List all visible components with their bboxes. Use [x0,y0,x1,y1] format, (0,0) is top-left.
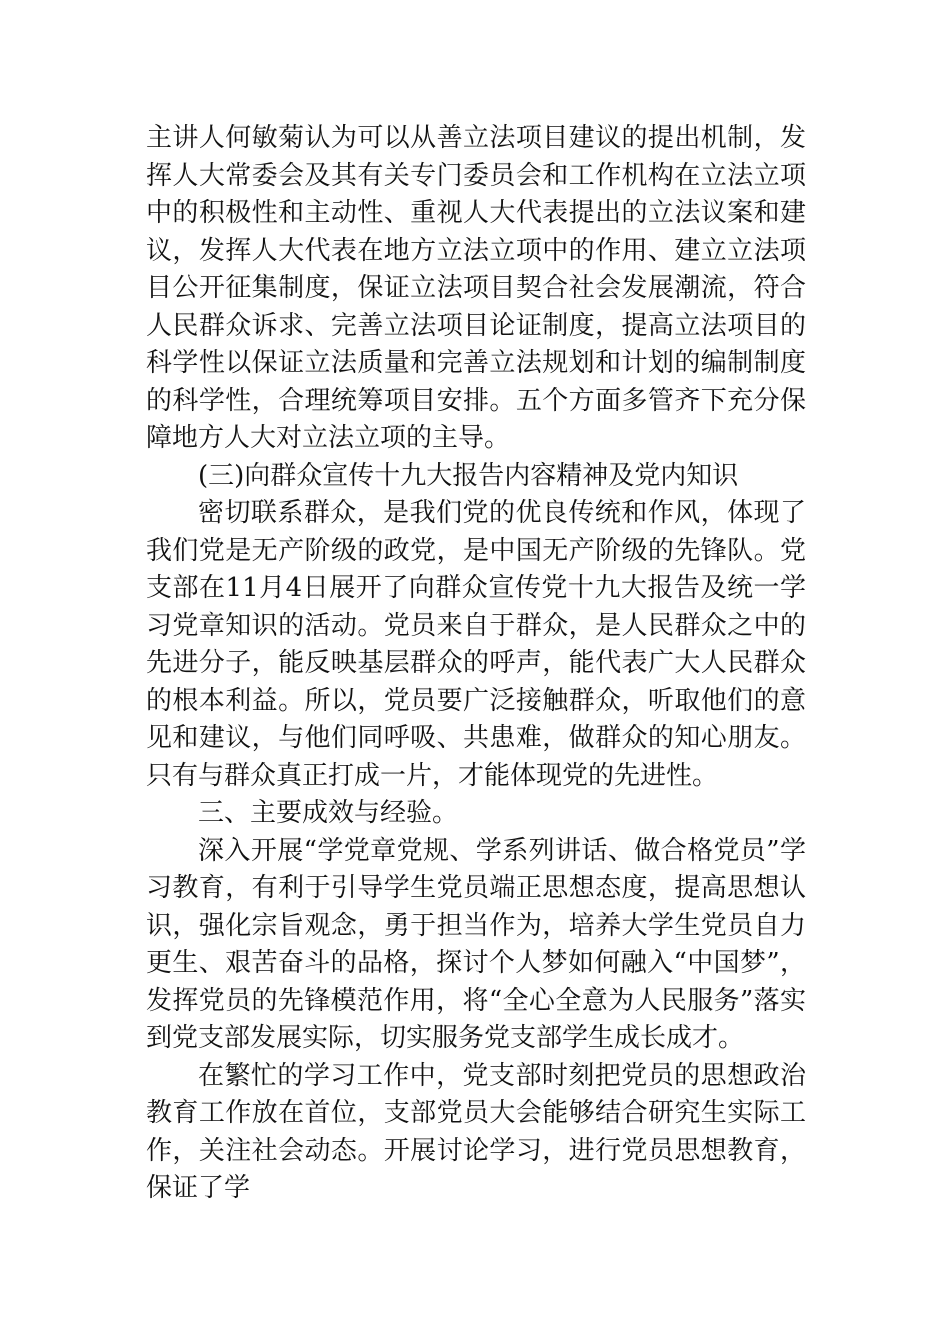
section-heading-publicity: (三)向群众宣传十九大报告内容精神及党内知识 [198,460,739,491]
paragraph-education: 深入开展“学党章党规、学系列讲话、做合格党员”学习教育，有利于引导学生党员端正思想态度，提高思想认识，强化宗旨观念，勇于担当作为，培养大学生党员自力更生、艰苦奋斗的品格，探讨个人梦如何融入“中国梦”，发挥党员的先锋模范作用，将“全心全意为人民服务”落实到党支部发展实际，切实服务党支部学生成长成才。 [146,835,806,1053]
document-page [146,120,806,1208]
paragraph-work: 在繁忙的学习工作中，党支部时刻把党员的思想政治教育工作放在首位，支部党员大会能够结合研究生实际工作，关注社会动态。开展讨论学习，进行党员思想教育，保证了学 [146,1060,806,1203]
paragraph-legislation: 主讲人何敏菊认为可以从善立法项目建议的提出机制，发挥人大常委会及其有关专门委员会和工作机构在立法立项中的积极性和主动性、重视人大代表提出的立法议案和建议，发挥人大代表在地方立法立项中的作用、建立立法项目公开征集制度，保证立法项目契合社会发展潮流，符合人民群众诉求、完善立法项目论证制度，提高立法项目的科学性以保证立法质量和完善立法规划和计划的编制制度的科学性，合理统筹项目安排。五个方面多管齐下充分保障地方人大对立法立项的主导。 [146,123,806,453]
section-heading-results: 三、主要成效与经验。 [198,798,459,828]
paragraph-masses: 密切联系群众，是我们党的优良传统和作风，体现了我们党是无产阶级的政党，是中国无产阶级的先锋队。党支部在11月4日展开了向群众宣传党十九大报告及统一学习党章知识的活动。党员来自于群众，是人民群众之中的先进分子，能反映基层群众的呼声，能代表广大人民群众的根本利益。所以，党员要广泛接触群众，听取他们的意见和建议，与他们同呼吸、共患难，做群众的知心朋友。只有与群众真正打成一片，才能体现党的先进性。 [146,498,806,791]
